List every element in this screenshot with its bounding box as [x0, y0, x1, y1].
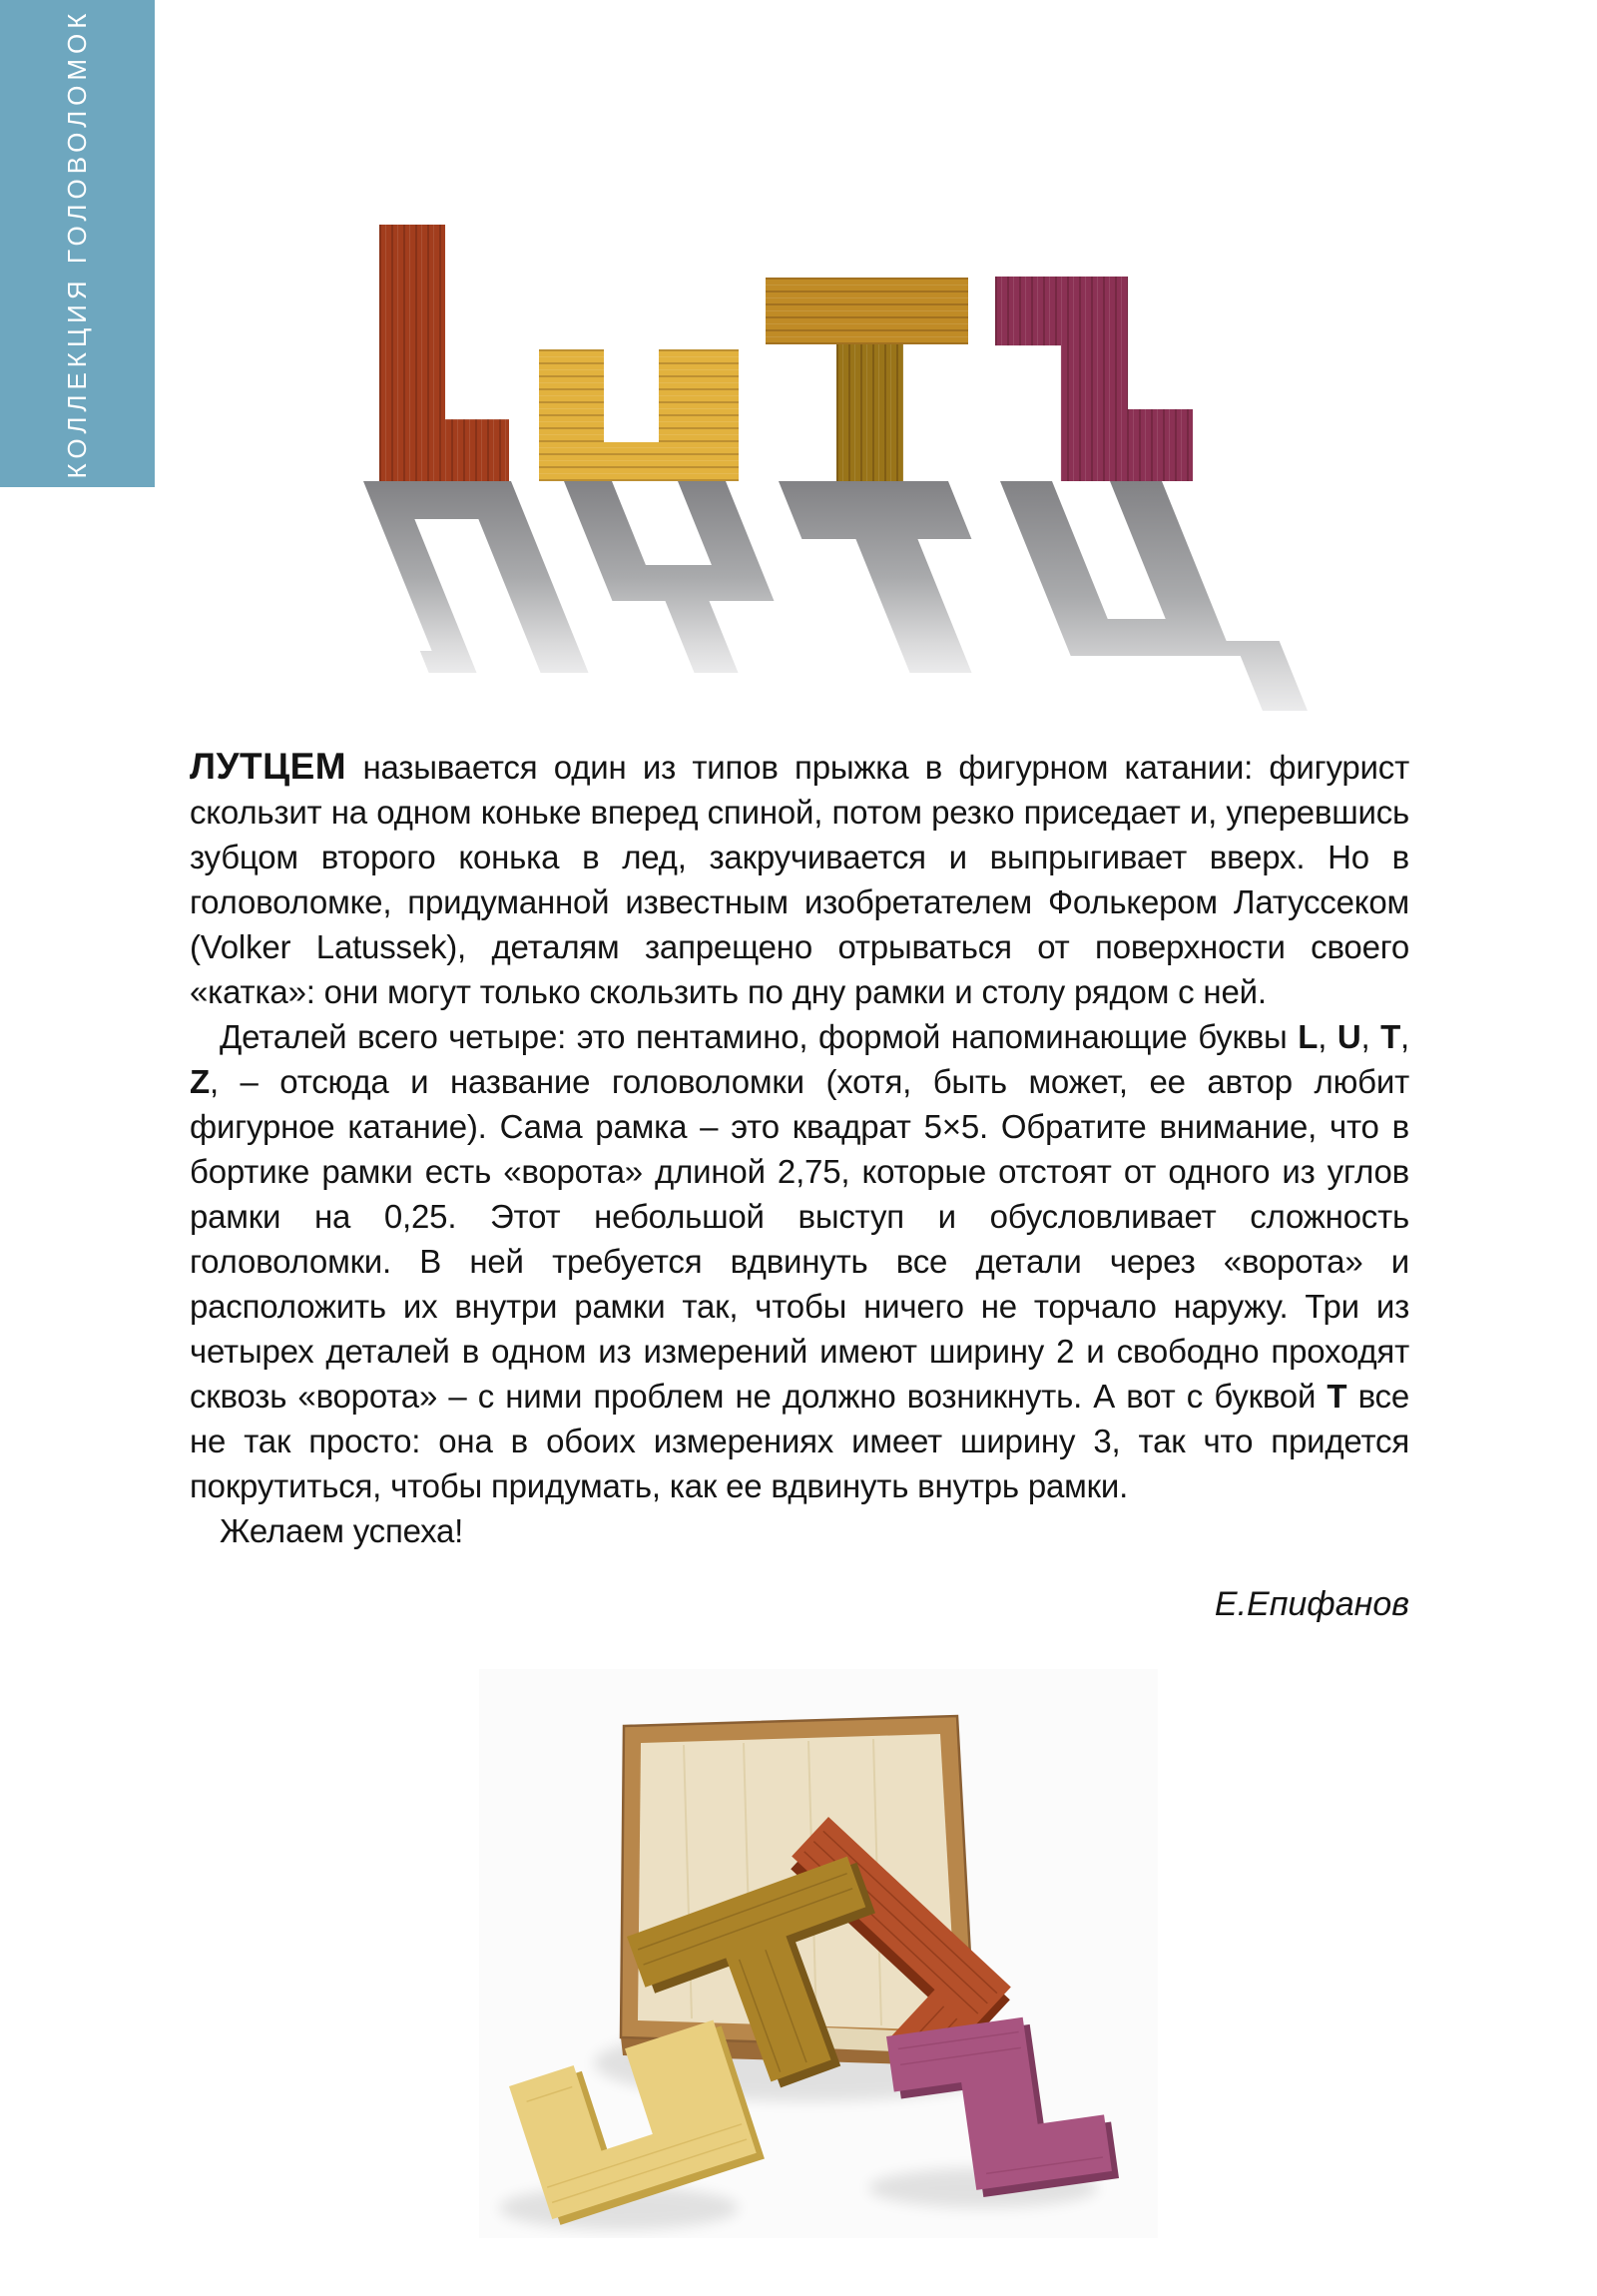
paragraph-1-text: называется один из типов прыжка в фигурном катании: фигурист скользит на одном коньке вперед спиной, потом резко приседает и, уперевшись зубцом второго конька в лед, закручивается и выпрыгивает вверх. Но в головоломке, придуманной известным изобретателем Фолькером Латуссеком (Volker Latussek), деталям запрещено отрываться от поверхности своего «катка»: они могут только скользить по дну рамки и столу рядом с ней.	[190, 749, 1409, 1010]
article-body	[190, 744, 1409, 1553]
paragraph-1	[190, 744, 1409, 1014]
shadow-letter-u	[564, 481, 803, 673]
author-byline: Е.Епифанов	[1214, 1585, 1409, 1623]
rubric-sidebar	[0, 0, 155, 487]
shadow-letter-el	[351, 481, 589, 673]
lead-word: ЛУТЦЕМ	[190, 746, 347, 787]
puzzle-photo	[479, 1669, 1158, 2238]
logo-letter-z-icon	[995, 277, 1193, 481]
paragraph-2: Деталей всего четыре: это пентамино, формой напоминающие буквы L, U, T, Z, – отсюда и название головоломки (хотя, быть может, ее автор любит фигурное катание). Сама рамка – это квадрат 5×5. Обратите внимание, что в бортике рамки есть «ворота» длиной 2,75, которые отстоят от одного из углов рамки на 0,25. Этот небольшой выступ и обусловливает сложность головоломки. В ней требуется вдвинуть все детали через «ворота» и расположить их внутри рамки так, чтобы ничего не торчало наружу. Три из четырех деталей в одном из измерений имеют ширину 2 и свободно проходят сквозь «ворота» – с ними проблем не должно возникнуть. А вот с буквой Т все не так просто: она в обоих измерениях имеет ширину 3, так что придется покрутиться, чтобы придумать, как ее вдвинуть внутрь рамки.	[190, 1018, 1410, 1504]
logo-letter-t-bar-icon	[766, 278, 968, 344]
logo-letter-l-icon	[379, 225, 509, 481]
logo-shadow-lutz-icon	[351, 481, 1404, 716]
rubric-label: КОЛЛЕКЦИЯ ГОЛОВОЛОМОК	[62, 8, 92, 479]
paragraph-3: Желаем успеха!	[220, 1512, 464, 1549]
shadow-letter-tse	[1000, 481, 1308, 711]
shadow-letter-te	[779, 481, 1026, 673]
logo-letter-t-stem-icon	[836, 344, 903, 481]
logo-letter-u-icon	[539, 349, 739, 481]
